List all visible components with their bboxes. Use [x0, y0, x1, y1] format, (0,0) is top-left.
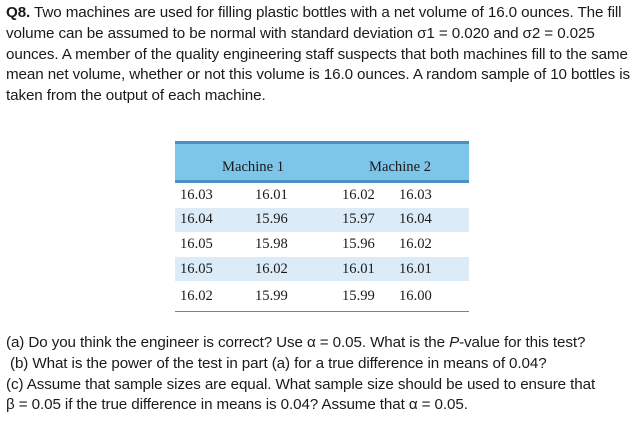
table-cell: 16.05 — [175, 232, 245, 257]
question-parts — [6, 333, 636, 416]
question-number: Q8. — [6, 4, 31, 21]
part-b: (b) What is the power of the test in part (a) for a true difference in means of 0.04? — [10, 354, 547, 372]
data-table-container — [175, 141, 469, 312]
header-machine-1: Machine 1 — [175, 143, 331, 182]
table-cell: 16.05 — [175, 257, 245, 282]
table-cell: 15.99 — [331, 281, 395, 312]
part-c-line-1: (c) Assume that sample sizes are equal. What sample size should be used to ensure that — [6, 375, 596, 393]
table-cell: 16.03 — [175, 182, 245, 208]
table-cell: 15.97 — [331, 208, 395, 233]
table-cell: 16.01 — [245, 182, 331, 208]
table-row — [175, 232, 469, 257]
table-cell: 16.04 — [395, 208, 469, 233]
table-cell: 15.98 — [245, 232, 331, 257]
table-cell: 16.03 — [395, 182, 469, 208]
table-cell: 16.02 — [395, 232, 469, 257]
table-row — [175, 257, 469, 282]
table-cell: 16.00 — [395, 281, 469, 312]
table-cell: 16.02 — [245, 257, 331, 282]
part-a: (a) Do you think the engineer is correct? Use α = 0.05. What is the P-value for this test? — [6, 334, 586, 351]
header-machine-2: Machine 2 — [331, 143, 469, 182]
table-cell: 16.02 — [331, 182, 395, 208]
table-header-row — [175, 143, 469, 182]
table-cell: 16.04 — [175, 208, 245, 233]
table-cell: 16.01 — [395, 257, 469, 282]
table-row — [175, 182, 469, 208]
table-cell: 15.96 — [245, 208, 331, 233]
table-row — [175, 208, 469, 233]
table-cell: 16.02 — [175, 281, 245, 312]
table-cell: 16.01 — [331, 257, 395, 282]
table-row — [175, 281, 469, 312]
question-text: Two machines are used for filling plastic bottles with a net volume of 16.0 ounces. The fill volume can be assumed to be normal with standard deviation σ1 = 0.020 and σ2 = 0.025 ounces. A member of the quality engineering staff suspects that both machines fill to the same mean net volume, whether or not this volume is 16.0 ounces. A random sample of 10 bottles is taken from the output of each machine. — [6, 4, 630, 105]
question-block — [6, 3, 636, 107]
data-table — [175, 141, 469, 312]
table-cell: 15.99 — [245, 281, 331, 312]
table-cell: 15.96 — [331, 232, 395, 257]
part-c-line-2: β = 0.05 if the true difference in means is 0.04? Assume that α = 0.05. — [6, 396, 468, 414]
